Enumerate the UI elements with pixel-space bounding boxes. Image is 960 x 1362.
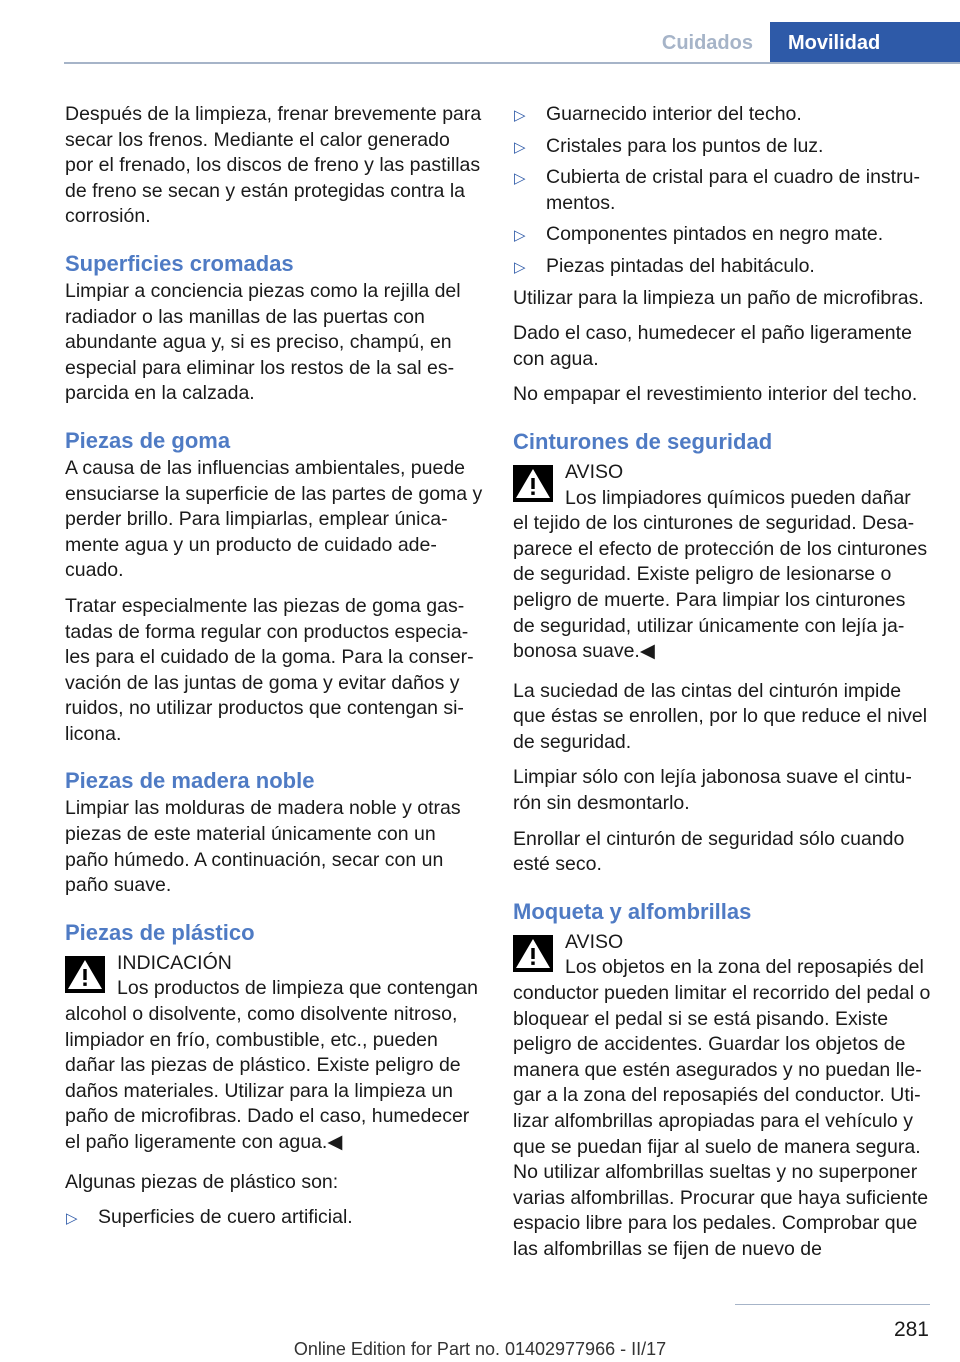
right-column [513,102,931,1277]
paragraph-lejia: Limpiar sólo con lejía jabonosa suave el cinturón sin desmontarlo. [513,766,912,815]
notice-cinturones [513,460,931,665]
footer-rule [735,1304,930,1305]
heading-piezas-plastico: Piezas de plástico [65,919,255,945]
heading-superficies-cromadas: Superficies cromadas [65,250,294,276]
bullet-list-right [513,102,931,280]
list-item-text: Piezas pintadas del habitáculo. [546,254,815,277]
paragraph-algunas-piezas: Algunas piezas de plástico son: [65,1170,339,1193]
paragraph-cromadas: Limpiar a conciencia piezas como la rejilla del radiador o las manillas de las puertas con abundante agua y, si es preciso, champú, en especial para eliminar los restos de la sal esparcida en la calzada. [65,279,461,405]
paragraph-goma-1: A causa de las influencias ambientales, puede ensuciarse la superficie de las partes de goma y perder brillo. Para limpiarlas, emplear únicamente agua y un producto de cuidado adecuado. [65,456,483,582]
paragraph-enrollar: Enrollar el cinturón de seguridad sólo cuando esté seco. [513,827,905,876]
list-item-text: Superficies de cuero artificial. [98,1206,353,1229]
notice-label: AVISO [565,930,624,953]
list-item [513,134,931,160]
notice-moqueta [513,930,931,1263]
tab-movilidad[interactable]: Movilidad [770,22,960,62]
paragraph-goma-2: Tratar especialmente las piezas de goma gastadas de forma regular con productos especiales para el cuidado de la goma. Para la conservación de las juntas de goma y evitar daños y ruidos, no utilizar productos que contengan silicona. [65,594,474,745]
triangle-bullet-icon: ▷ [514,227,526,245]
triangle-bullet-icon: ▷ [514,258,526,276]
header-rule [64,62,960,64]
warning-triangle-icon [513,935,553,972]
paragraph-microfibras: Utilizar para la limpieza un paño de microfibras. [513,286,924,309]
section-tabs [645,22,960,62]
tab-cuidados[interactable]: Cuidados [645,22,770,62]
heading-piezas-madera: Piezas de madera noble [65,768,315,794]
bullet-list-left [65,1205,483,1231]
list-item [65,1205,483,1231]
triangle-bullet-icon: ▷ [514,138,526,156]
list-item [513,254,931,280]
heading-piezas-goma: Piezas de goma [65,427,231,453]
warning-triangle-icon [513,465,553,502]
heading-cinturones: Cinturones de seguridad [513,428,773,454]
triangle-bullet-icon: ▷ [514,107,526,124]
warning-triangle-icon [65,956,105,993]
triangle-bullet-icon: ▷ [66,1210,78,1228]
notice-text: Los limpiadores químicos pueden dañar el tejido de los cinturones de seguridad. Desaparece el efecto de protección de los cinturones de seguridad. Existe peligro de lesionarse o peligro de muerte. Para limpiar los cinturones de seguridad, utilizar únicamente con lejía jabonosa suave.◀ [513,486,928,663]
paragraph-madera: Limpiar las molduras de madera noble y otras piezas de este material únicamente con un paño húmedo. A continuación, secar con un paño suave. [65,797,461,897]
triangle-bullet-icon: ▷ [514,170,526,188]
page-number: 281 [893,1318,929,1341]
notice-plastico [65,951,483,1156]
left-column [65,102,483,1237]
list-item-text: Cubierta de cristal para el cuadro de instrumentos. [546,166,920,214]
paragraph-humedecer: Dado el caso, humedecer el paño ligeramente con agua. [513,322,912,370]
list-item-text: Componentes pintados en negro mate. [546,223,884,246]
heading-moqueta: Moqueta y alfombrillas [513,898,752,924]
notice-text: Los objetos en la zona del reposapiés del conductor pueden limitar el recorrido del pedal o bloquear el pedal si se está pisando. Existe peligro de accidentes. Guardar los objetos de manera que estén asegurados y no puedan llegar a la zona del reposapiés del conductor. Utilizar alfombrillas apropiadas para el vehículo y que se puedan fijar al suelo de manera segura. No utilizar alfombrillas sueltas y no superponer varias alfombrillas. Procurar que haya suficiente espacio libre para los pedales. Comprobar que las alfombrillas se fijen de nuevo de [513,956,931,1260]
notice-text: Los productos de limpieza que contengan alcohol o disolvente, como disolvente nitroso, limpiador en frío, combustible, etc., pueden dañar las piezas de plástico. Existe peligro de daños materiales. Utilizar para la limpieza un paño de microfibras. Dado el caso, humedecer el paño ligeramente con agua.◀ [65,977,478,1153]
intro-paragraph: Después de la limpieza, frenar brevemente para secar los frenos. Mediante el calor generado por el frenado, los discos de freno y las pastillas de freno se secan y están protegidas contra la corrosión. [65,103,482,228]
paragraph-suciedad: La suciedad de las cintas del cinturón impide que éstas se enrollen, por lo que reduce el nivel de seguridad. [513,679,928,753]
list-item [513,102,931,128]
list-item [513,222,931,248]
notice-label: INDICACIÓN [117,951,232,974]
paragraph-empapar: No empapar el revestimiento interior del techo. [513,383,918,406]
footer-edition: Online Edition for Part no. 01402977966 - II/17 [293,1339,667,1359]
list-item-text: Cristales para los puntos de luz. [546,134,824,157]
list-item [513,165,931,216]
list-item-text: Guarnecido interior del techo. [546,103,802,125]
notice-label: AVISO [565,460,624,483]
